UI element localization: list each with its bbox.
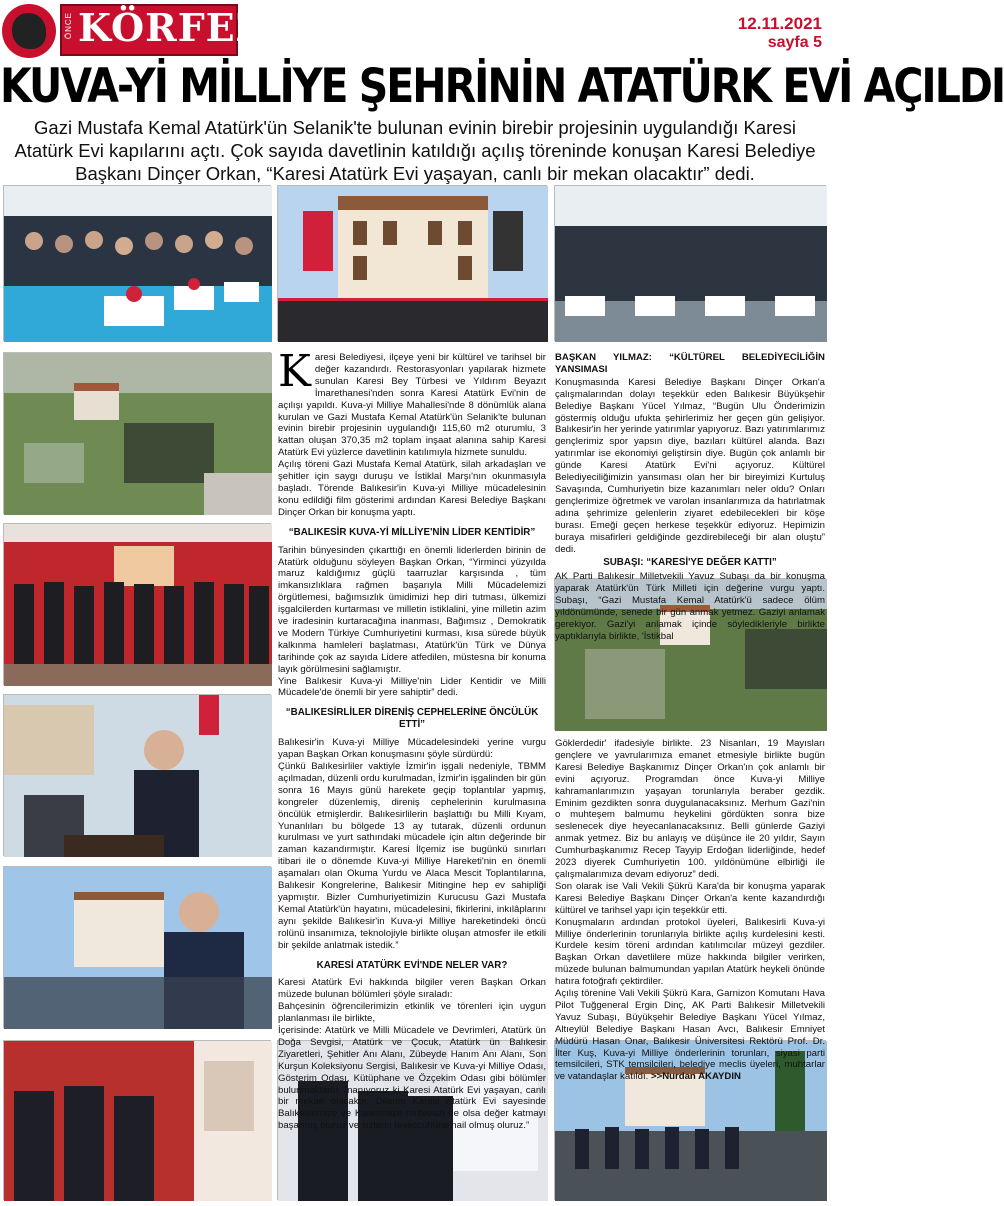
photo-aerial-park bbox=[3, 352, 271, 514]
photo-group-red-hall bbox=[3, 523, 271, 685]
paragraph: Konuşmaların ardından protokol üyeleri, Balıkesirli Kuva-yi Milliye önderlerinin torunlarıyla birlikte açılış kurdelesini kesti. Kurdele kesim töreni ardından katılımcılar müzeyi gezdiler. Başkan Orkan davetlilere müze hakkında bilgiler verirken, müzede bulunan balmumundan yapılan Atatürk heykeli önünde hatıra fotoğrafı çektirdiler. bbox=[555, 916, 825, 988]
subheading: “BALIKESİRLİLER DİRENİŞ CEPHELERİNE ÖNCÜLÜK ETTİ” bbox=[285, 707, 539, 731]
photo-museum-exhibit bbox=[3, 1040, 271, 1200]
byline: >>Nurdan AKAYDIN bbox=[651, 1071, 741, 1083]
photo-crowd-ceremony bbox=[554, 185, 826, 341]
drop-cap: K bbox=[278, 346, 311, 397]
paragraph: Açılış töreni Gazi Mustafa Kemal Atatürk, silah arkadaşları ve şehitler için saygı duruşu ve İstiklal Marşı'nın okunmasıyla başladı. Törende Balıkesir'in Kuva-yi Milliye mücadelesinin konu edildiği film gösterimi ardından Karesi Belediye Başkanı Dinçer Orkan bir konuşma yaptı. bbox=[278, 459, 546, 518]
photo-speaker-mic bbox=[3, 866, 271, 1028]
paragraph: Yine Balıkesir Kuva-yi Milliye'nin Lider Kentidir ve Milli Mücadele'de önemli bir yere sahiptir” dedi. bbox=[278, 675, 546, 699]
paragraph: İçerisinde: Atatürk ve Milli Mücadele ve Devrimleri, Atatürk ün Doğa Sevgisi, Atatürk ve Çocuk, Atatürk ün Balıkesir Ziyaretleri, Şehitler Anı Alanı, Zübeyde Hanım Anı Alanı, Son Kurşun Koleksiyonu Sergisi, Balıkesir ve Kuva-yi Milliye Odası, Gösterim Odası, Kütüphane ve Özçekim Odası gibi bölümler bulunmaktadır. İnanıyoruz ki Karesi Atatürk Evi yaşayan, canlı bir mekan olacaktır. Dilerim Karesi Atatürk Evi sayesinde Balıkesirimize ve Karesimize mütevazi de olsa değer katmayı başarmış oluruz ve sizlerin teveccühüne nail olmuş oluruz.” bbox=[278, 1025, 546, 1132]
photo-speaker-podium bbox=[3, 694, 271, 856]
paragraph: Son olarak ise Vali Vekili Şükrü Kara'da bir konuşma yaparak Karesi Belediye Başkanı Dinçer Orkan'a kente kazandırdığı kültürel ve tarihsel yapı için teşekkür etti. bbox=[555, 880, 825, 916]
subheading: SUBAŞI: “KARESİ'YE DEĞER KATTI” bbox=[603, 557, 777, 569]
article-column-right-bottom bbox=[555, 738, 825, 1083]
paragraph: Konuşmasında Karesi Belediye Başkanı Dinçer Orkan'a çalışmalarından dolayı teşekkür eden Balıkesir Büyükşehir Belediye Başkanı Yücel Yılmaz, “Bugün Ulu Önderimizin göstermiş olduğu ufukta şehirlerimiz her geçen gün gelişiyor. Balıkesir'in her yerinde yatırımlar yapıyoruz. Bazı yatırımlarımız gençlerimiz spor yapsın diye, bazıları kültürel alanda. Bazı yatırımlar ise ekonomiyi geliştirsin diye. Bugün çok anlamlı bir günde Karesi Atatürk Evi'ni açıyoruz. Kültürel Belediyeciliğimizin yansıması olan her bir bireyimizi Kurtuluş Savaşında, Cumhuriyetin bize kazanımları neler oldu? Onları gençlerimize öğretmek ve varolan insanlarımıza da hatırlatmak adına şehrimize gelenlerin ziyaret edebilecekleri bir köşe burası. Emeği geçen herkese teşekkür ediyoruz. Hepimizin buraya misafirleri geldiğinde gezdirebileceği bir alan oluştu” dedi. bbox=[555, 376, 825, 555]
paragraph: Tarihin bünyesinden çıkarttığı en önemli liderlerden birinin de Atatürk olduğunu söyleyen Başkan Orkan, “Yirminci yüzyılda maruz kaldığımız güçlü taarruzlar karşısında , tüm imkansızlıklara rağmen başarıyla Milli Mücadelemizi örgütlemesi, bağımsızlık ümidimizi hep diri tutması, ülkemizi işgalcilerden kurtarması ve milletin istiklalini, yine milletin azim ve iradesinin kurtaracağına inanması, Bağımsız , Demokratik ve Modern Türkiye Cumhuriyetini kurması, kısa sürede büyük kalkınma hamleleri başlatması, Atatürk'ün Türk ve Dünya tarihinde çok az sayıda Lidere atfedilen, müstesna bir konuma layık görülmesini sağlamıştır. bbox=[278, 544, 546, 675]
paragraph: Açılış törenine Vali Vekili Şükrü Kara, Garnizon Komutanı Hava Pilot Tuğgeneral Ergin Dinç, AK Parti Balıkesir Milletvekili Yavuz Subaşı, Büyükşehir Belediye Başkanı Yücel Yılmaz, Altıeylül Belediye Başkanı Hasan Avcı, Balıkesir Emniyet Müdürü Hasan Onar, Balıkesir Üniversitesi Rektörü Prof. Dr. İlter Kuş, Kuva-yi Milliye önderlerinin torunları, siyasi parti temsilcileri, STK temsilcileri, belediye meclis üyeleri, muhtarlar ve vatandaşlar katıldı. bbox=[555, 988, 825, 1083]
paragraph: Göklerdedir' ifadesiyle birlikte. 23 Nisanları, 19 Mayısları gençlere ve yavrularımıza emanet etmesiyle birlikte bugün Karesi Belediye Başkanımız Dinçer Orkan'ın çok anlamlı bir evini açıyoruz. Programdan önce Kuva-yi Milliye kahramanlarımızın yaşayan torunlarıyla beraber gezdik. Eminim gezdikten sonra duygulanacaksınız. Merhum Gazi'nin o muhteşem balmumu heykelini gördükten sonra bize seslenecek diye heyecanlanacaksınız. Belli günlerde Gaziyi anmak yetmez. Biz bu anlayış ve düşünce ile 20 yıldır, Sayın Cumhurbaşkanımız Recep Tayyip Erdoğan liderliğinde, hedef 2023 diyerek Cumhuriyetin 100. yıldönümüne elbirliği ile çalışmalarımıza devam ediyoruz” dedi. bbox=[555, 738, 825, 880]
subheading: “BALIKESİR KUVA-Yİ MİLLİYE'NİN LİDER KENTİDİR” bbox=[288, 526, 536, 538]
issue-date: 12.11.2021 bbox=[737, 14, 822, 33]
headline: KUVA-Yİ MİLLİYE ŞEHRİNİN ATATÜRK EVİ AÇILDI bbox=[0, 58, 1004, 114]
photo-audience bbox=[3, 185, 271, 341]
article-column-right-top bbox=[555, 352, 825, 643]
brand-name: KÖRFEZ bbox=[78, 5, 265, 50]
subheading: BAŞKAN YILMAZ: “KÜLTÜREL BELEDİYECİLİĞİN YANSIMASI bbox=[555, 352, 825, 375]
paragraph: aresi Belediyesi, ilçeye yeni bir kültürel ve tarihsel bir değer kazandırdı. Restorasyonları yapılarak hizmete sunulan Karesi Bey Türbesi ve Yıldırım Beyazıt İmarethanesi'nden sonra Karesi Atatürk Evi'nin de açılışı yapıldı. Kuva-yi Milliye Mahallesi'nde 8 dönümlük alana kurulan ve Gazi Mustafa Kemal Atatürk'ün Selanik'te bulunan evinin birebir projesinin uygulandığı 115,60 m2 oturumlu, 3 kattan oluşan 370,35 m2 toplam inşaat alanına sahip Karesi Atatürk Evi yüzlerce davetlinin katılımıyla hizmete sunuldu. bbox=[278, 352, 546, 459]
paragraph: Karesi Atatürk Evi hakkında bilgiler veren Başkan Orkan müzede bulunan bölümleri şöyle sıraladı: bbox=[278, 977, 546, 1001]
paragraph: Çünkü Balıkesirliler vaktiyle İzmir'in işgali nedeniyle, TBMM açılmadan, düzenli ordu kurulmadan, İzmir'in işgalinden bir gün sonra 16 Mayıs günü harekete geçip toplantılar yapmış, kongreler düzenlemiş, direniş cephelerinin kurulmasına öncülük etmişlerdir. Balıkesirlilerin başlattığı bu Milli Kıyam, Yunanlıları bu bölgede 13 ay tutarak, düzenli ordunun kurulması ve yurt sathındaki mücadele için altın değerinde bir zaman kazandırmıştır. Karesi İlçemiz ise bugünkü sınırları itibari ile o dönemde Kuva-yi Milliye Hareketi'nin en önemli aşamaları olan Okuma Yurdu ve Alaca Mescit Toplantılarına, Balıkesir Kongrelerine, Balıkesir Mitingine hep ev sahipliği yapmıştır. Bizler Cumhuriyetimizin Kurucusu Gazi Mustafa Kemal Atatürk'ün hayatını, mücadelesini, fikirlerini, inkılâplarını aynı şekilde Balıkesir'in Kuva-yi Milliye hareketindeki öncü rolünü insanımıza, teknolojiyle birlikte oluşan atmosfer ile etkili bir şekilde anlatmak istedik.” bbox=[278, 761, 546, 951]
paragraph: AK Parti Balıkesir Milletvekili Yavuz Subaşı da bir konuşma yaparak Atatürk'ün Türk Milleti için değerine vurgu yaptı. Subaşı, “Gazi Mustafa Kemal Atatürk'ü sadece ölüm yıldönümünde, senede bir gün anmak yetmez. Gaziyi anlamak gerekiyor. Gazi'yi anlamak içinde söyledikleriyle birlikte yaptıklarıyla birlikte, 'İstikbal bbox=[555, 571, 825, 642]
page-number: sayfa 5 bbox=[767, 34, 822, 51]
paragraph: Bahçesinin öğrencilerimizin etkinlik ve törenleri için uygun planlanması ile birlikte, bbox=[278, 1001, 546, 1025]
photo-ataturk-house-ribbon bbox=[277, 185, 547, 341]
ataturk-silhouette-icon bbox=[12, 13, 46, 49]
subheading: KARESİ ATATÜRK EVİ'NDE NELER VAR? bbox=[316, 959, 508, 971]
brand-prefix: ÖNCE bbox=[64, 12, 73, 40]
masthead bbox=[0, 0, 830, 62]
lede: Gazi Mustafa Kemal Atatürk'ün Selanik'te bulunan evinin birebir projesinin uygulandığı Karesi Atatürk Evi kapılarını açtı. Çok sayıda davetlinin katıldığı açılış töreninde konuşan Karesi Belediye Başkanı Dinçer Orkan, “Karesi Atatürk Evi yaşayan, canlı bir mekan olacaktır” dedi. bbox=[14, 117, 816, 184]
paragraph: Balıkesir'in Kuva-yi Milliye Mücadelesindeki yerine vurgu yapan Başkan Orkan konuşmasını şöyle sürdürdü: bbox=[278, 737, 546, 761]
article-column-middle bbox=[278, 346, 546, 1132]
